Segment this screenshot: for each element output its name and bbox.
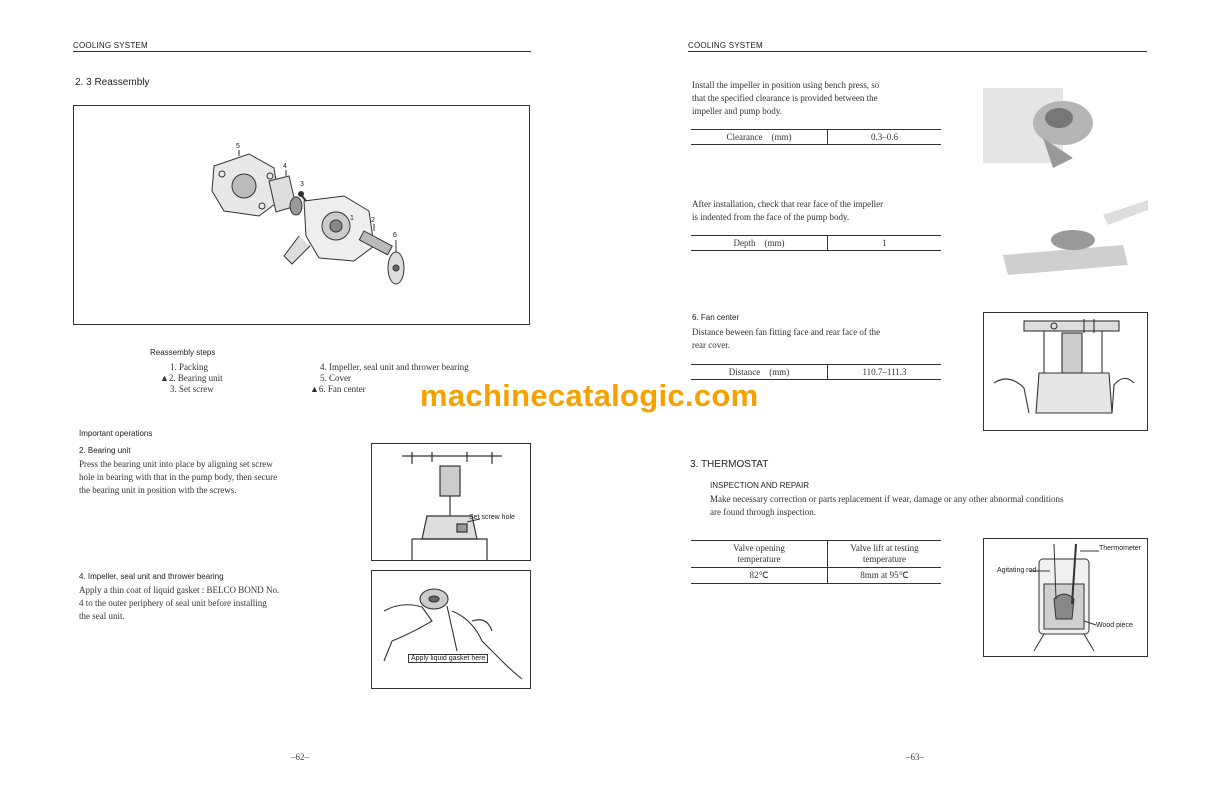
valve-lift-value: 8mm at 95℃ <box>860 570 909 580</box>
impeller-depth-photo <box>983 195 1148 285</box>
reassembly-steps-title: Reassembly steps <box>150 348 216 357</box>
fan-center-measure-drawing <box>984 313 1147 430</box>
inspection-repair-title: INSPECTION AND REPAIR <box>710 481 809 490</box>
impeller-seal-text-line: Apply a thin coat of liquid gasket : BELCO BOND No. <box>79 585 280 595</box>
impeller-depth-photo-image <box>983 195 1148 285</box>
bearing-press-drawing <box>372 444 530 560</box>
inspection-text <box>710 493 1150 519</box>
right-header-rule <box>688 51 1147 52</box>
callout-4: 4 <box>283 163 287 170</box>
thermostat-test-drawing <box>984 539 1147 656</box>
check-indented-text <box>692 198 947 224</box>
seal-unit-figure <box>371 570 531 689</box>
distance-unit: (mm) <box>769 367 790 377</box>
exploded-view-figure <box>73 105 530 325</box>
bearing-unit-text-line: Press the bearing unit into place by aligning set screw <box>79 459 273 469</box>
clearance-label-cell <box>691 130 828 145</box>
bearing-unit-text <box>79 458 359 497</box>
bearing-unit-figure <box>371 443 531 561</box>
check-indented-line: After installation, check that rear face of the impeller <box>692 199 884 209</box>
impeller-install-line: impeller and pump body. <box>692 106 782 116</box>
impeller-press-photo <box>983 78 1148 188</box>
callout-2: 2 <box>371 217 375 224</box>
right-page-header: COOLING SYSTEM <box>688 41 763 50</box>
impeller-seal-text-line: 4 to the outer periphery of seal unit before installing <box>79 598 267 608</box>
bearing-unit-text-line: the bearing unit in position with the screws. <box>79 485 237 495</box>
valve-lift-header-line: Valve lift at testing <box>850 543 919 553</box>
valve-opening-header-line: Valve opening <box>733 543 785 553</box>
step-5: 5. Cover <box>320 373 351 383</box>
clearance-unit: (mm) <box>771 132 792 142</box>
important-operations-title: Important operations <box>79 429 153 438</box>
fan-center-text-line: Distance beween fan fitting face and rear face of the <box>692 327 881 337</box>
depth-label: Depth <box>733 238 756 248</box>
impeller-seal-subtitle: 4. Impeller, seal unit and thrower bearing <box>79 572 224 581</box>
left-page-header: COOLING SYSTEM <box>73 41 148 50</box>
impeller-seal-text-line: the seal unit. <box>79 611 125 621</box>
impeller-install-line: that the specified clearance is provided between the <box>692 93 878 103</box>
bearing-unit-text-line: hole in bearing with that in the pump body, then secure <box>79 472 278 482</box>
distance-label: Distance <box>728 367 761 377</box>
impeller-install-text <box>692 79 947 118</box>
apply-gasket-label: Apply liquid gasket here <box>408 654 488 663</box>
depth-unit: (mm) <box>764 238 785 248</box>
thermostat-test-figure <box>983 538 1148 657</box>
fan-center-text <box>692 326 947 352</box>
valve-opening-value: 82℃ <box>691 568 828 584</box>
hands-applying-gasket-drawing <box>372 571 530 688</box>
clearance-value: 0.3–0.6 <box>871 132 898 142</box>
clearance-label: Clearance <box>726 132 763 142</box>
depth-table <box>691 235 941 251</box>
thermostat-section-title: 3. THERMOSTAT <box>690 459 769 470</box>
left-header-rule <box>73 51 531 52</box>
water-pump-exploded-drawing <box>74 106 529 324</box>
valve-opening-header <box>691 541 828 568</box>
reassembly-section-title: 2. 3 Reassembly <box>75 77 150 88</box>
valve-opening-header-line: temperature <box>737 554 781 564</box>
check-indented-line: is indented from the face of the pump body. <box>692 212 850 222</box>
step-2: ▲2. Bearing unit <box>160 373 223 383</box>
inspection-text-line: Make necessary correction or parts replacement if wear, damage or any other abnormal conditions <box>710 494 1064 504</box>
callout-6: 6 <box>393 232 397 239</box>
step-6: ▲6. Fan center <box>310 384 366 394</box>
callout-1: 1 <box>350 215 354 222</box>
inspection-text-line: are found through inspection. <box>710 507 816 517</box>
impeller-install-line: Install the impeller in position using bench press, so <box>692 80 880 90</box>
fan-center-subtitle: 6. Fan center <box>692 313 740 322</box>
step-4: 4. Impeller, seal unit and thrower bearing <box>320 362 469 372</box>
step-1: 1. Packing <box>170 362 208 372</box>
fan-center-figure <box>983 312 1148 431</box>
impeller-press-photo-image <box>983 78 1148 188</box>
distance-value: 110.7–111.3 <box>862 367 907 377</box>
fan-center-text-line: rear cover. <box>692 340 730 350</box>
callout-3: 3 <box>300 181 304 188</box>
watermark-text: machinecatalogic.com <box>420 378 759 413</box>
wood-piece-label: Wood piece <box>1096 622 1133 629</box>
left-page-number: –62– <box>291 752 309 762</box>
set-screw-hole-label: Set screw hole <box>469 514 515 521</box>
impeller-seal-text <box>79 584 359 623</box>
clearance-table <box>691 129 941 145</box>
valve-lift-header <box>828 541 942 568</box>
valve-table <box>691 540 941 584</box>
depth-value: 1 <box>882 238 887 248</box>
callout-5: 5 <box>236 143 240 150</box>
thermometer-label: Thermometer <box>1099 545 1142 552</box>
step-3: 3. Set screw <box>170 384 214 394</box>
depth-label-cell <box>691 236 828 251</box>
valve-lift-header-line: temperature <box>863 554 906 564</box>
bearing-unit-subtitle: 2. Bearing unit <box>79 446 131 455</box>
right-page-number: –63– <box>906 752 924 762</box>
reassembly-steps-col1 <box>160 362 223 395</box>
agitating-rod-label: Agitating rod <box>997 567 1037 574</box>
